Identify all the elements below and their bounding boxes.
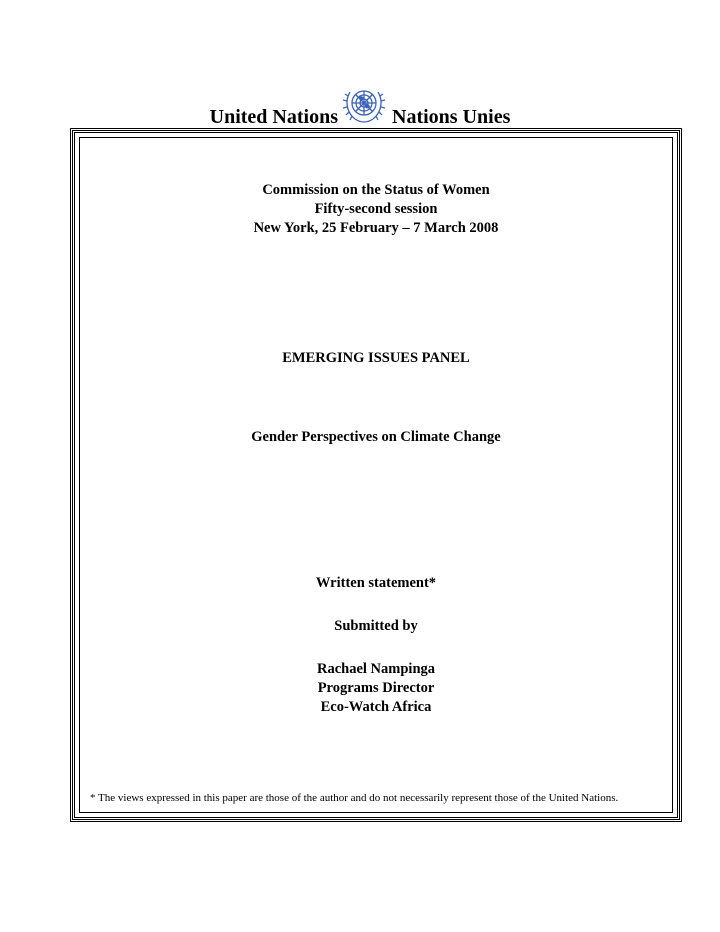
statement-info xyxy=(80,574,672,717)
author-organization: Eco-Watch Africa xyxy=(320,699,432,715)
header-title-french: Nations Unies xyxy=(392,106,511,128)
panel-title: EMERGING ISSUES PANEL xyxy=(282,350,470,366)
statement-type: Written statement* xyxy=(315,575,437,591)
session-info xyxy=(80,181,672,238)
author-name: Rachael Nampinga xyxy=(316,661,436,677)
session-dates: New York, 25 February – 7 March 2008 xyxy=(253,220,499,236)
submitted-by-label: Submitted by xyxy=(334,618,418,634)
topic-title: Gender Perspectives on Climate Change xyxy=(251,429,501,445)
cover-frame xyxy=(72,130,680,820)
footnote: * The views expressed in this paper are those of the author and do not necessarily represent those of the United Nations. xyxy=(90,792,619,804)
session-number: Fifty-second session xyxy=(314,201,438,217)
un-emblem-icon xyxy=(341,82,387,128)
author-role: Programs Director xyxy=(317,680,435,696)
document-header xyxy=(0,82,720,132)
header-title-english: United Nations xyxy=(209,106,338,128)
commission-name: Commission on the Status of Women xyxy=(262,182,490,198)
cover-frame-inner xyxy=(79,137,673,813)
